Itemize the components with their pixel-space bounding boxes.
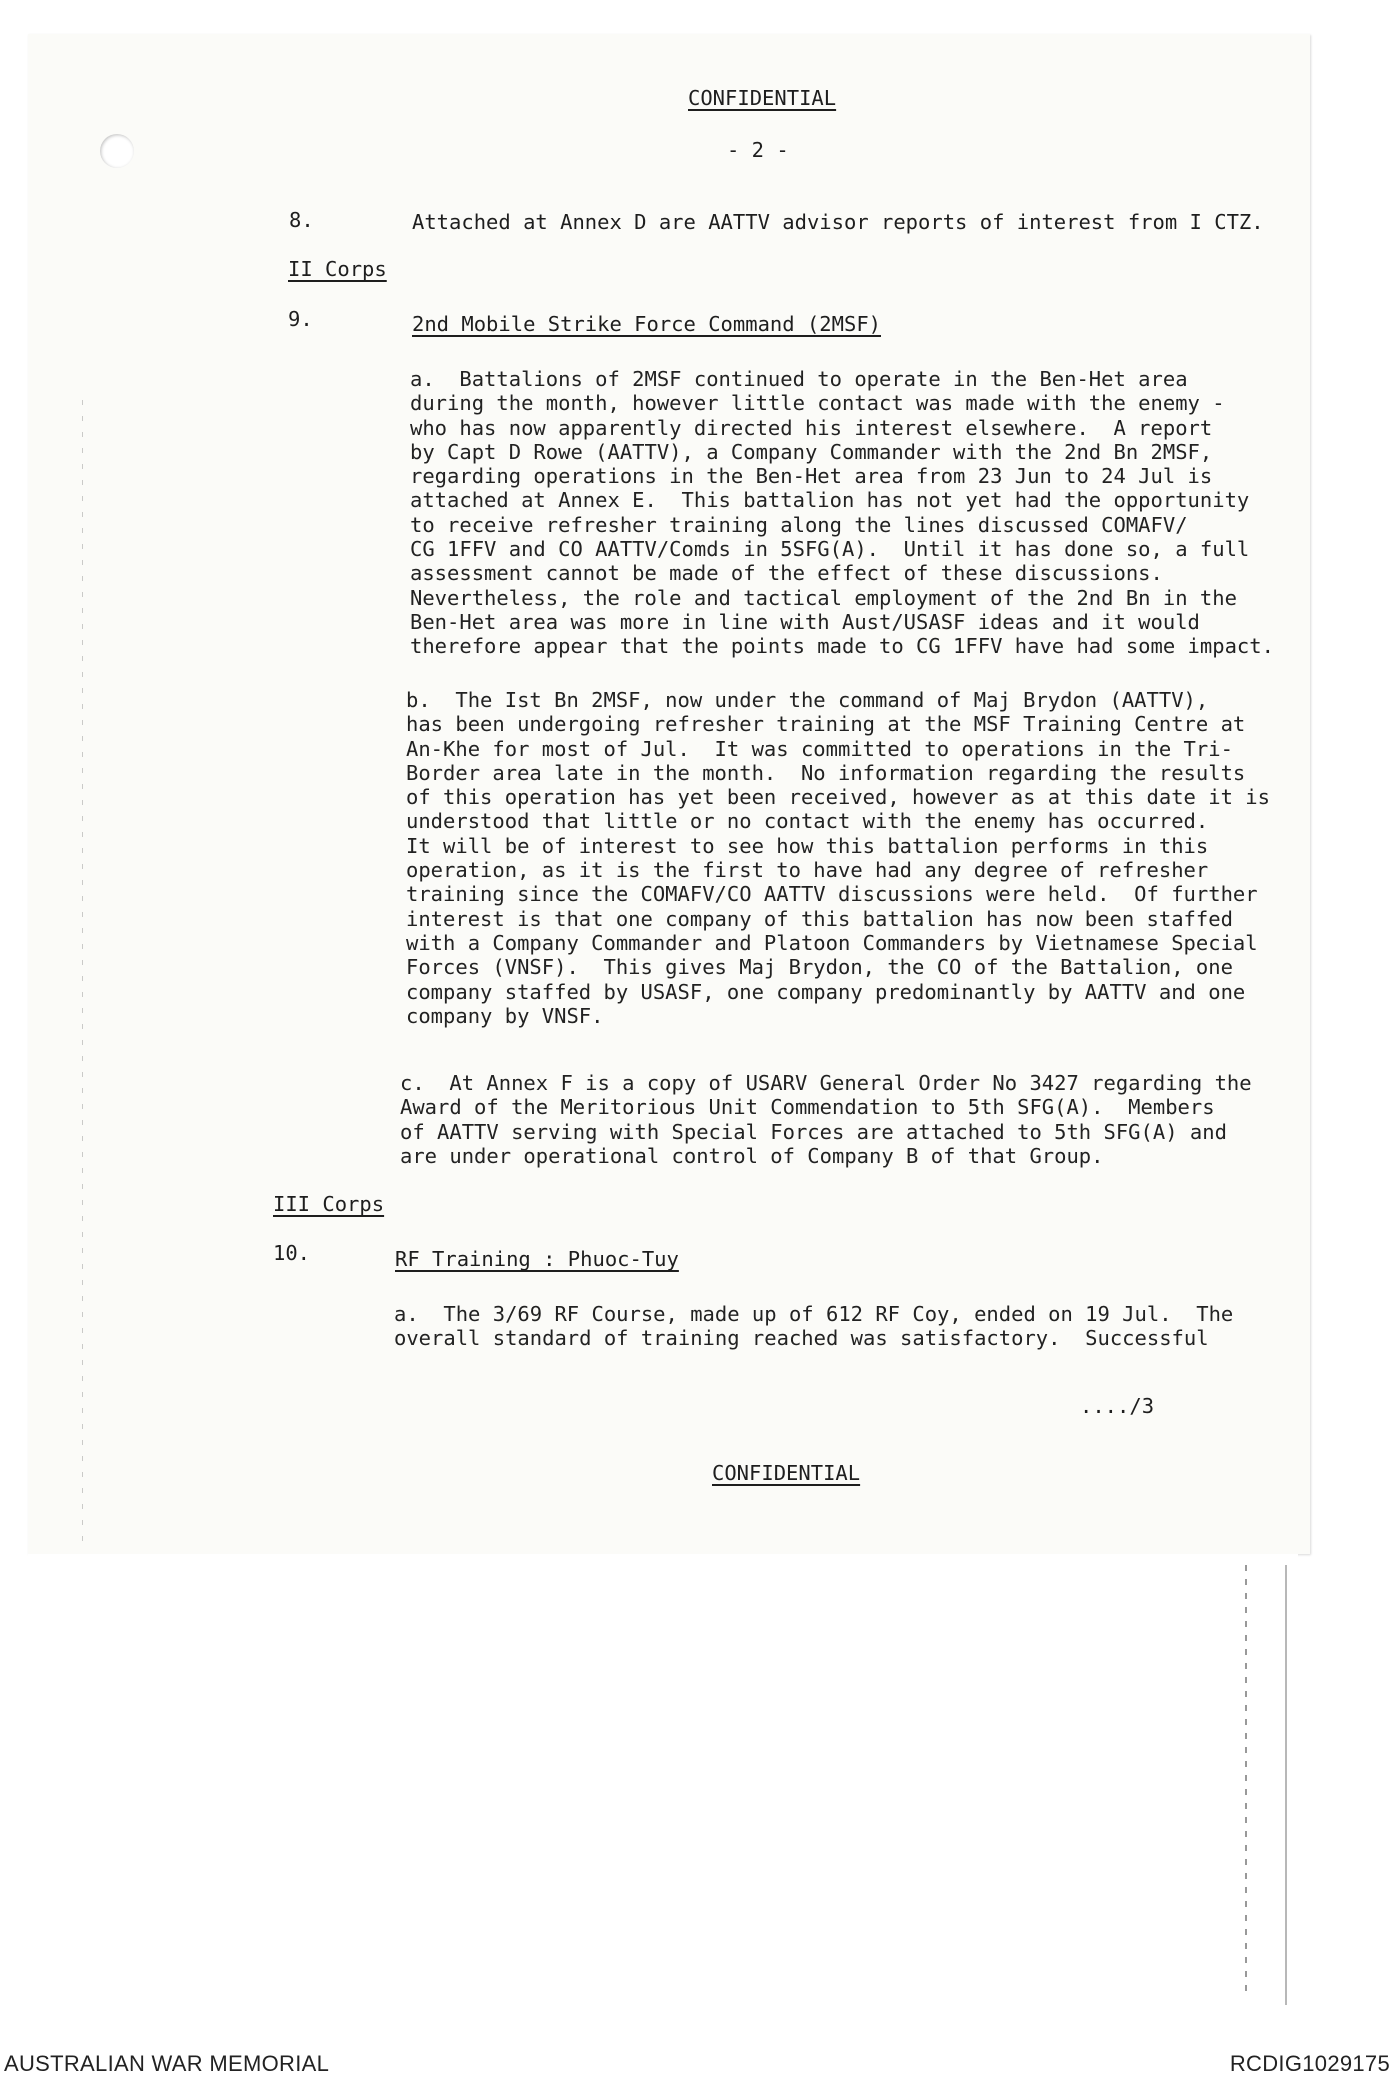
- item-9-paragraph-a: a. Battalions of 2MSF continued to operate in the Ben-Het area during the month, however little contact was made with the enemy - who has now apparently directed his interest elsewhere. A report by Capt D Rowe (AATTV), a Company Commander with the 2nd Bn 2MSF, regarding operations in the Ben-Het area from 23 Jun to 24 Jul is attached at Annex E. This battalion has not yet had the opportunity to receive refresher training along the lines discussed COMAFV/ CG 1FFV and CO AATTV/Comds in 5SFG(A). Until it has done so, a full assessment cannot be made of the effect of these discussions. Nevertheless, the role and tactical employment of the 2nd Bn in the Ben-Het area was more in line with Aust/USASF ideas and it would therefore appear that the points made to CG 1FFV have had some impact.: [410, 367, 1274, 659]
- paper-edge-line: [1285, 1565, 1287, 2005]
- footer-record-id: RCDIG1029175: [1229, 2051, 1390, 2076]
- item-10-paragraph-a: a. The 3/69 RF Course, made up of 612 RF Coy, ended on 19 Jul. The overall standard of training reached was satisfactory. Successful: [394, 1302, 1234, 1351]
- classification-bottom: CONFIDENTIAL: [712, 1461, 861, 1485]
- footer-institution: AUSTRALIAN WAR MEMORIAL: [4, 2051, 330, 2076]
- page-lower-margin: [28, 1554, 1298, 2014]
- paper-edge-mark: [1245, 1565, 1247, 1995]
- page-number: - 2 -: [727, 138, 789, 162]
- section-heading-ii-corps: II Corps: [288, 257, 387, 281]
- archive-footer: [0, 2049, 1396, 2081]
- item-9-paragraph-c: c. At Annex F is a copy of USARV General Order No 3427 regarding the Award of the Meritorious Unit Commendation to 5th SFG(A). Members of AATTV serving with Special Forces are attached to 5th SFG(A) and are under operational control of Company B of that Group.: [400, 1071, 1252, 1168]
- continuation-marker: ..../3: [1080, 1394, 1155, 1418]
- item-9-paragraph-b: b. The Ist Bn 2MSF, now under the command of Maj Brydon (AATTV), has been undergoing refresher training at the MSF Training Centre at An-Khe for most of Jul. It was committed to operations in the Tri- Border area late in the month. No information regarding the results of this operation has yet been received, however as at this date it is understood that little or no contact with the enemy has occurred. It will be of interest to see how this battalion performs in this operation, as it is the first to have had any degree of refresher training since the COMAFV/CO AATTV discussions were held. Of further interest is that one company of this battalion has now been staffed with a Company Commander and Platoon Commanders by Vietnamese Special Forces (VNSF). This gives Maj Brydon, the CO of the Battalion, one company staffed by USASF, one company predominantly by AATTV and one company by VNSF.: [406, 688, 1270, 1028]
- item-10-heading: RF Training : Phuoc-Tuy: [395, 1247, 679, 1271]
- classification-top: CONFIDENTIAL: [688, 86, 837, 110]
- paper-fold-mark: [82, 400, 83, 1550]
- item-9-number: 9.: [288, 307, 313, 331]
- section-heading-iii-corps: III Corps: [273, 1192, 385, 1216]
- item-8-text: Attached at Annex D are AATTV advisor reports of interest from I CTZ.: [412, 210, 1264, 234]
- punch-hole: [100, 134, 134, 168]
- item-9-heading: 2nd Mobile Strike Force Command (2MSF): [412, 312, 881, 336]
- item-8-number: 8.: [289, 208, 314, 232]
- item-10-number: 10.: [273, 1241, 311, 1265]
